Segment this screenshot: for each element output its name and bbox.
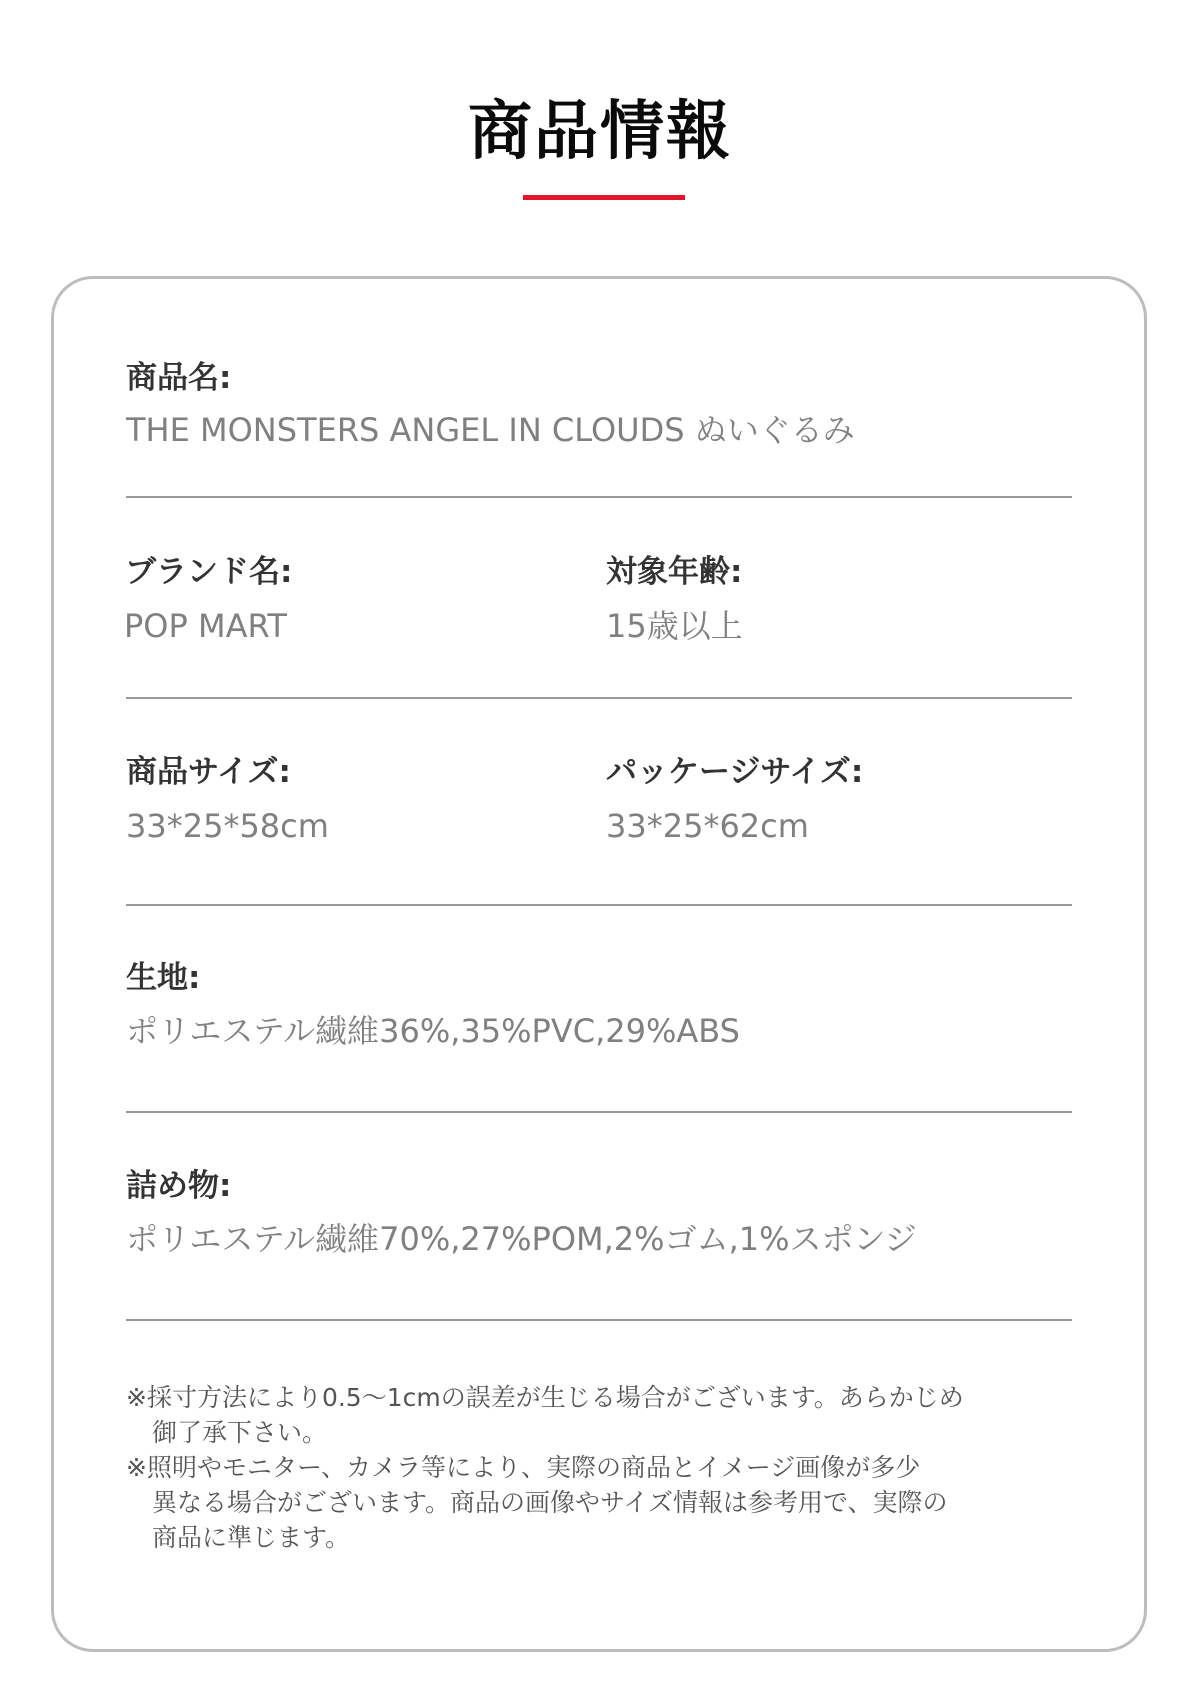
product-name-value: THE MONSTERS ANGEL IN CLOUDS ぬいぐるみ <box>126 411 855 449</box>
filling-label: 詰め物: <box>126 1168 232 1204</box>
note-line: ※採寸方法により0.5〜1cmの誤差が生じる場合がございます。あらかじめ <box>126 1383 964 1412</box>
note-line: 商品に準じます。 <box>152 1523 351 1552</box>
brand-name-label: ブランド名: <box>125 554 293 590</box>
product-name-label: 商品名: <box>126 360 232 396</box>
note-line: 御了承下さい。 <box>152 1418 328 1447</box>
filling-value: ポリエステル繊維70%,27%POM,2%ゴム,1%スポンジ <box>126 1220 917 1258</box>
divider <box>126 1319 1072 1321</box>
divider <box>126 1111 1072 1113</box>
divider <box>126 496 1072 498</box>
note-line: 異なる場合がございます。商品の画像やサイズ情報は参考用で、実際の <box>152 1488 948 1517</box>
package-size-label: パッケージサイズ: <box>606 754 864 790</box>
disclaimer-notes <box>126 1380 1086 1555</box>
note-line: ※照明やモニター、カメラ等により、実際の商品とイメージ画像が多少 <box>126 1453 921 1482</box>
product-size-value: 33*25*58cm <box>126 807 329 845</box>
fabric-value: ポリエステル繊維36%,35%PVC,29%ABS <box>126 1012 740 1050</box>
title-underline <box>523 195 685 200</box>
fabric-label: 生地: <box>126 960 201 996</box>
brand-name-value: POP MART <box>124 607 287 645</box>
divider <box>126 904 1072 906</box>
product-size-label: 商品サイズ: <box>126 754 291 790</box>
page-title: 商品情報 <box>468 95 732 169</box>
target-age-label: 対象年齢: <box>606 554 743 590</box>
target-age-value: 15歳以上 <box>606 607 743 645</box>
divider <box>126 697 1072 699</box>
package-size-value: 33*25*62cm <box>606 807 809 845</box>
